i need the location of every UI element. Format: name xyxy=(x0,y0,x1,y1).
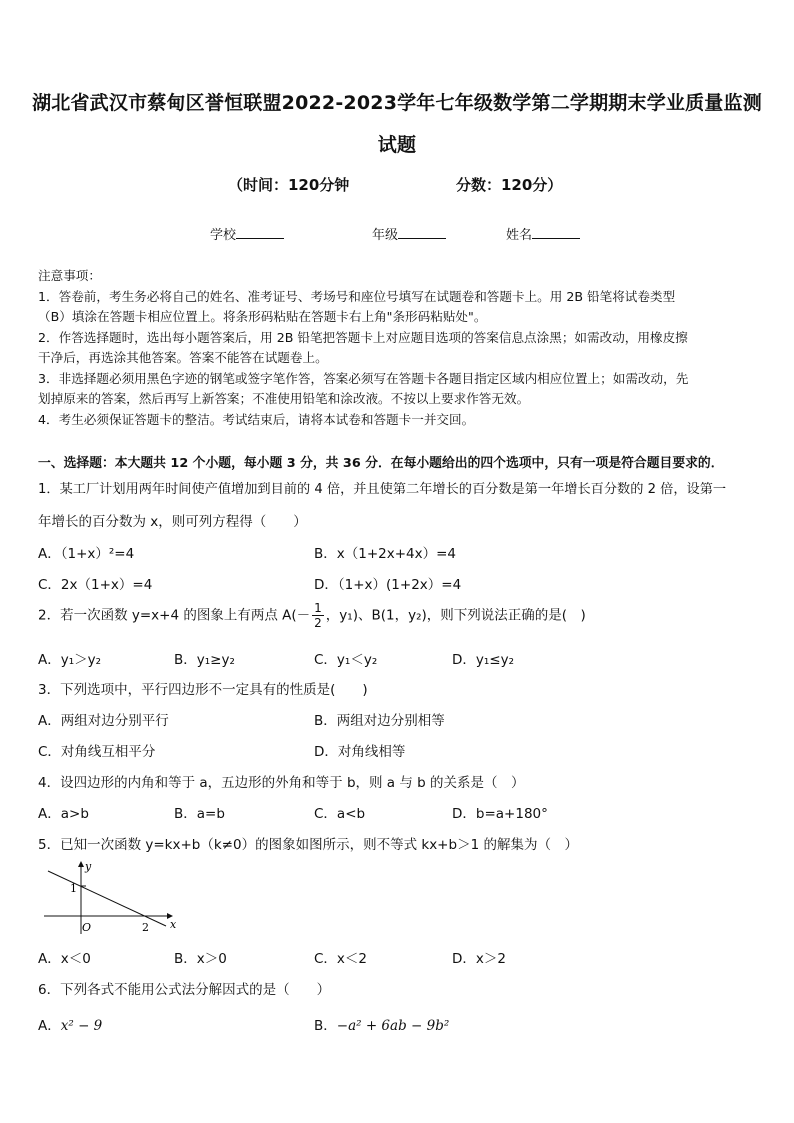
q5-graph xyxy=(40,858,180,938)
q2-option-a[interactable]: A．y₁＞y₂ xyxy=(38,652,102,668)
q6-stem: 6．下列各式不能用公式法分解因式的是（ ） xyxy=(38,982,331,998)
section-heading: 一、选择题：本大题共 12 个小题，每小题 3 分，共 36 分．在每小题给出的四个选项中，只有一项是符合题目要求的． xyxy=(38,456,724,471)
q6-option-b-expr: −a² + 6ab − 9b² xyxy=(336,1018,450,1034)
grade-label: 年级 xyxy=(372,228,399,243)
exam-title-line1: 湖北省武汉市蔡甸区誉恒联盟2022-2023学年七年级数学第二学期期末学业质量监测 xyxy=(32,92,762,114)
q4-option-d[interactable]: D．b=a+180° xyxy=(452,806,548,822)
q2-option-d[interactable]: D．y₁≤y₂ xyxy=(452,652,515,668)
note-line: 2．作答选择题时，选出每小题答案后，用 2B 铅笔把答题卡上对应题目选项的答案信息点涂黑；如需改动，用橡皮擦 xyxy=(38,329,688,345)
q5-stem: 5．已知一次函数 y=kx+b（k≠0）的图象如图所示，则不等式 kx+b＞1 的解集为（ ） xyxy=(38,837,578,853)
school-field[interactable] xyxy=(210,224,284,243)
q4-option-b[interactable]: B．a=b xyxy=(174,806,225,822)
q2-option-b[interactable]: B．y₁≥y₂ xyxy=(174,652,235,668)
q1-stem-line1: 1．某工厂计划用两年时间使产值增加到目前的 4 倍，并且使第二年增长的百分数是第一年增长百分数的 2 倍，设第一 xyxy=(38,482,727,497)
q3-option-c[interactable]: C．对角线互相平分 xyxy=(38,744,156,760)
q4-option-c[interactable]: C．a<b xyxy=(314,806,366,822)
q6-option-a[interactable] xyxy=(38,1014,102,1034)
grade-blank xyxy=(398,226,446,239)
q3-option-d[interactable]: D．对角线相等 xyxy=(314,744,406,760)
name-label: 姓名 xyxy=(506,228,533,243)
q1-option-c[interactable]: C．2x（1+x）=4 xyxy=(38,577,153,593)
q2-frac-den: 2 xyxy=(314,616,322,630)
q5-option-c[interactable]: C．x＜2 xyxy=(314,951,368,967)
note-line: 干净后，再选涂其他答案。答案不能答在试题卷上。 xyxy=(38,350,328,365)
notes-heading: 注意事项： xyxy=(38,268,101,283)
q6-option-b[interactable] xyxy=(314,1014,449,1034)
y-axis-label: y xyxy=(85,860,92,873)
note-line: （B）填涂在答题卡相应位置上。将条形码粘贴在答题卡右上角"条形码粘贴处"。 xyxy=(38,309,487,324)
grade-field[interactable] xyxy=(372,224,446,243)
name-field[interactable] xyxy=(506,224,580,243)
x-axis-label: x xyxy=(170,918,177,931)
note-line: 3．非选择题必须用黑色字迹的钢笔或签字笔作答，答案必须写在答题卡各题目指定区域内相应位置上；如需改动，先 xyxy=(38,370,689,386)
q3-stem: 3．下列选项中，平行四边形不一定具有的性质是( ) xyxy=(38,682,368,698)
note-line: 1．答卷前，考生务必将自己的姓名、准考证号、考场号和座位号填写在试题卷和答题卡上。用 2B 铅笔将试卷类型 xyxy=(38,288,676,304)
q6-option-b-prefix: B． xyxy=(314,1018,337,1034)
school-label: 学校 xyxy=(210,228,237,243)
q2-stem-pre: 2．若一次函数 y=x+4 的图象上有两点 A(－ xyxy=(38,607,311,624)
exam-title-line2: 试题 xyxy=(377,134,417,156)
q1-option-a[interactable]: A．（1+x）²=4 xyxy=(38,546,135,562)
q2-option-c[interactable]: C．y₁＜y₂ xyxy=(314,652,378,668)
name-blank xyxy=(532,226,580,239)
exam-time: （时间：120分钟 xyxy=(228,176,350,194)
q3-option-b[interactable]: B．两组对边分别相等 xyxy=(314,713,445,729)
note-line: 划掉原来的答案，然后再写上新答案；不准使用铅笔和涂改液。不按以上要求作答无效。 xyxy=(38,391,530,406)
q2-stem xyxy=(38,601,586,630)
origin-label: O xyxy=(82,921,92,934)
q2-fraction xyxy=(312,601,324,630)
q2-frac-num: 1 xyxy=(314,601,322,615)
q1-stem-line2: 年增长的百分数为 x，则可列方程得（ ） xyxy=(38,514,307,530)
q5-option-b[interactable]: B．x＞0 xyxy=(174,951,227,967)
exam-score: 分数：120分） xyxy=(456,176,563,194)
notes-section xyxy=(38,266,760,430)
q1-option-d[interactable]: D．（1+x）(1+2x）=4 xyxy=(314,577,462,593)
q6-option-a-expr: x² − 9 xyxy=(60,1018,103,1034)
function-line xyxy=(48,871,166,926)
q6-option-a-prefix: A． xyxy=(38,1018,61,1034)
q3-option-a[interactable]: A．两组对边分别平行 xyxy=(38,713,169,729)
q2-stem-post: ，y₁)、B(1，y₂)，则下列说法正确的是( ) xyxy=(325,607,586,624)
y-tick-label: 1 xyxy=(70,882,77,895)
x-tick-label: 2 xyxy=(142,921,149,934)
q4-option-a[interactable]: A．a>b xyxy=(38,806,89,822)
note-line: 4．考生必须保证答题卡的整洁。考试结束后，请将本试卷和答题卡一并交回。 xyxy=(38,411,475,427)
q4-stem: 4．设四边形的内角和等于 a，五边形的外角和等于 b，则 a 与 b 的关系是（ ） xyxy=(38,775,525,791)
school-blank xyxy=(236,226,284,239)
q1-option-b[interactable]: B．x（1+2x+4x）=4 xyxy=(314,546,457,562)
q5-option-a[interactable]: A．x＜0 xyxy=(38,951,91,967)
q5-option-d[interactable]: D．x＞2 xyxy=(452,951,506,967)
